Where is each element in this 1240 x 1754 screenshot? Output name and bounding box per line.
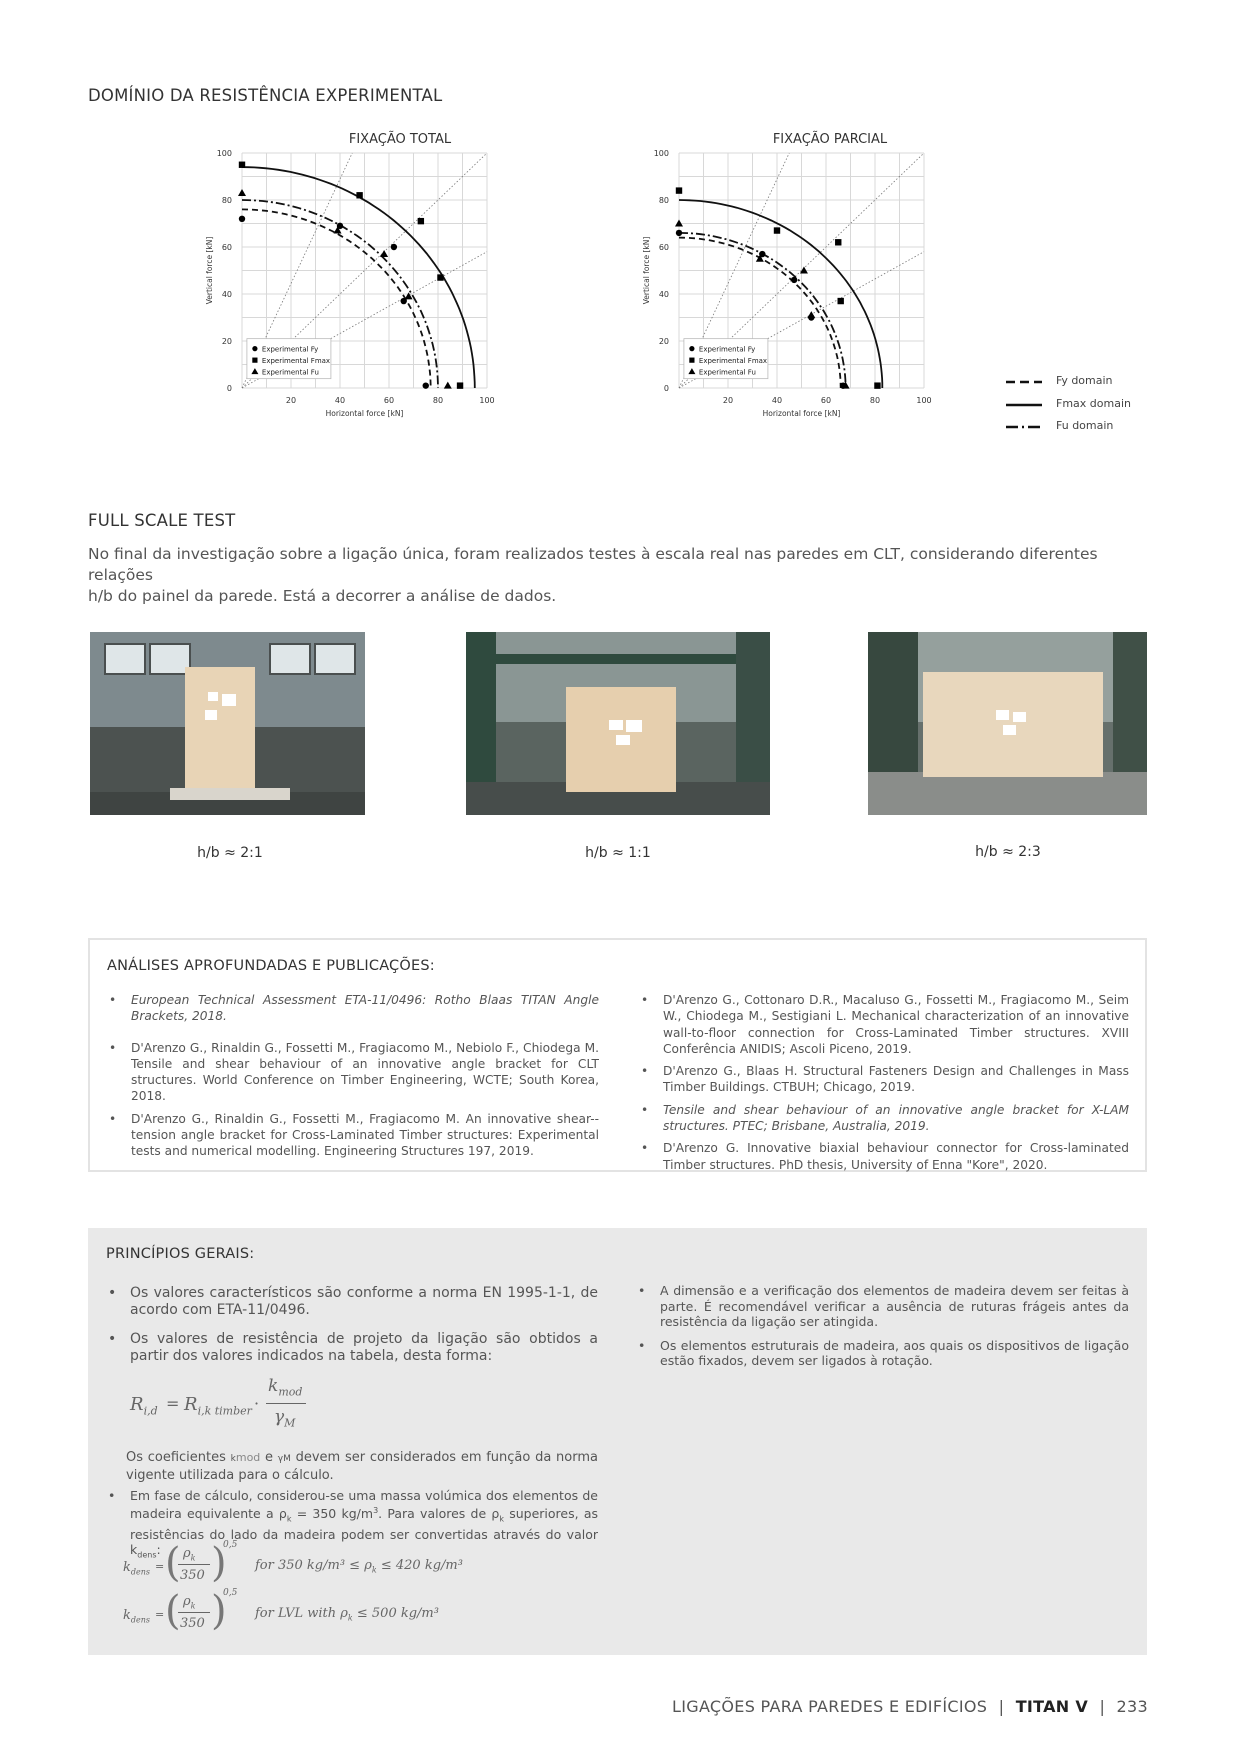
formula-den-sub: M <box>284 1416 296 1430</box>
point-fmax <box>356 192 362 198</box>
coefficients-note <box>126 1450 598 1483</box>
publications-left-list <box>107 992 599 1166</box>
item3-k2: k <box>499 1514 504 1524</box>
item3-k: k <box>286 1514 292 1524</box>
rho-1: ρ <box>183 1546 191 1561</box>
y-tick-label: 40 <box>658 290 669 299</box>
y-tick-label: 0 <box>226 384 232 393</box>
full-scale-title: FULL SCALE TEST <box>88 511 236 530</box>
paren-close-1: ) <box>211 1540 227 1586</box>
y-tick-label: 0 <box>663 384 669 393</box>
formula-dot: · <box>254 1394 260 1413</box>
point-fu <box>807 311 815 318</box>
coef-kmod: mod <box>235 1451 261 1464</box>
point-fmax <box>774 227 780 233</box>
formula-den: γ <box>274 1407 285 1427</box>
experimental-legend <box>247 339 331 379</box>
y-tick-label: 60 <box>658 243 669 252</box>
ref-item: • D'Arenzo G., Rinaldin G., Fossetti M., Fragiacomo M. An innovative shear--tension angle bracket for Cross-Laminated Timber structures: Experimental tests and numerical modelling. Engineering Structures 197, 2019. <box>107 1111 599 1160</box>
y-axis-label: Vertical force [kN] <box>642 236 651 305</box>
kdens-1-fraction <box>178 1564 210 1565</box>
experimental-legend <box>684 339 768 379</box>
photo-test-2-1 <box>90 632 365 815</box>
principle-right-1: • A dimensão e a verificação dos elementos de madeira devem ser feitas à parte. É recomendável verificar a ausência de ruturas frágeis antes da resistência da ligação ser atingida. <box>636 1283 1129 1330</box>
coef-gamma: γ <box>277 1454 284 1464</box>
design-formula <box>130 1376 430 1436</box>
y-tick-label: 80 <box>221 196 232 205</box>
point-fy <box>423 382 429 388</box>
legend-entry: Experimental Fy <box>698 345 756 354</box>
rho-1-sub: k <box>190 1553 196 1563</box>
item3-b: = 350 kg/m <box>291 1506 374 1522</box>
kdens-1-eq: = <box>155 1560 165 1573</box>
chart-title-right: FIXAÇÃO PARCIAL <box>772 132 888 147</box>
legend-marker-fy <box>689 346 694 351</box>
x-tick-label: 20 <box>722 396 734 405</box>
rho-2: ρ <box>183 1594 191 1609</box>
coef-text-b: devem ser considerados em função da norma vigente utilizada para o cálculo. <box>126 1450 598 1483</box>
cond2-b: ≤ 500 kg/m³ <box>352 1606 439 1621</box>
photo-test-1-1 <box>466 632 770 815</box>
point-fu <box>238 189 246 196</box>
footer-brand: TITAN V <box>1015 1697 1089 1716</box>
publications-box <box>88 938 1147 1172</box>
x-tick-label: 40 <box>334 396 346 405</box>
principles-left-list <box>106 1285 598 1365</box>
paren-open-1: ( <box>165 1540 181 1586</box>
item3-e: : <box>156 1541 161 1557</box>
kdens-2-sub: dens <box>130 1615 151 1625</box>
legend-marker-fmax <box>689 358 694 363</box>
principle-item-2: • Os valores de resistência de projeto da ligação são obtidos a partir dos valores indicados na tabela, desta forma: <box>106 1331 598 1365</box>
y-tick-label: 20 <box>221 337 232 346</box>
kdens-1: k <box>123 1560 131 1575</box>
formula-r-sub: i,k timber <box>197 1404 252 1418</box>
formula-num-sub: mod <box>278 1385 303 1399</box>
paragraph-line-2: h/b do painel da parede. Está a decorrer a análise de dados. <box>88 587 557 605</box>
legend-entry: Experimental Fu <box>261 368 319 377</box>
formula-eq: = <box>166 1394 180 1413</box>
x-tick-label: 60 <box>820 396 832 405</box>
point-fu <box>444 382 452 389</box>
exp-1: 0,5 <box>223 1540 238 1550</box>
point-fy <box>676 230 682 236</box>
item3-sup: 3 <box>373 1506 379 1515</box>
cond1-b: ≤ 420 kg/m³ <box>376 1558 463 1573</box>
coef-k: k <box>230 1454 236 1464</box>
item3-c: . Para valores de ρ <box>378 1506 500 1522</box>
chart-fixacao-parcial <box>637 149 1017 475</box>
point-fmax <box>835 239 841 245</box>
point-fmax <box>676 187 682 193</box>
footer-separator: | <box>1099 1697 1106 1716</box>
footer-section: LIGAÇÕES PARA PAREDES E EDIFÍCIOS <box>672 1697 988 1716</box>
legend-entry: Experimental Fu <box>698 368 756 377</box>
principles-title: PRINCÍPIOS GERAIS: <box>106 1246 255 1262</box>
x-axis-label: Horizontal force [kN] <box>325 409 404 418</box>
point-fmax <box>239 162 245 168</box>
ref-item: • Tensile and shear behaviour of an innovative angle bracket for X-LAM structures. PTEC; Brisbane, Australia, 2019. <box>639 1102 1129 1135</box>
x-tick-label: 100 <box>916 396 932 405</box>
legend-fu-domain: Fu domain <box>1056 419 1114 432</box>
fraction-line <box>266 1403 306 1404</box>
y-axis-label: Vertical force [kN] <box>205 236 214 305</box>
den-350-1: 350 <box>180 1568 205 1583</box>
y-tick-label: 100 <box>653 149 669 158</box>
x-tick-label: 100 <box>479 396 495 405</box>
x-tick-label: 60 <box>383 396 395 405</box>
chart-title-left: FIXAÇÃO TOTAL <box>348 132 452 147</box>
formula-lhs: R <box>130 1394 144 1415</box>
caption-2-3: h/b ≈ 2:3 <box>975 844 1041 860</box>
paragraph-line-1: No final da investigação sobre a ligação única, foram realizados testes à escala real nas paredes em CLT, considerando diferentes relações <box>88 545 1098 584</box>
legend-entry: Experimental Fmax <box>698 356 768 365</box>
x-tick-label: 80 <box>869 396 881 405</box>
formula-num: k <box>268 1376 279 1396</box>
legend-entry: Experimental Fy <box>261 345 319 354</box>
photo-test-2-3 <box>868 632 1147 815</box>
x-tick-label: 20 <box>285 396 297 405</box>
principle-item-1: • Os valores característicos são conforme a norma EN 1995-1-1, de acordo com ETA-11/0496. <box>106 1285 598 1319</box>
full-scale-paragraph <box>88 544 1158 607</box>
y-tick-label: 100 <box>216 149 232 158</box>
ref-item: • European Technical Assessment ETA-11/0496: Rotho Blaas TITAN Angle Brackets, 2018. <box>107 992 599 1025</box>
y-tick-label: 20 <box>658 337 669 346</box>
legend-marker-fy <box>252 346 257 351</box>
legend-fmax-domain: Fmax domain <box>1056 397 1131 410</box>
principles-right-list <box>636 1283 1129 1369</box>
page-number: 233 <box>1116 1697 1148 1716</box>
cond2: for LVL with ρ <box>255 1606 348 1621</box>
kdens-formulas <box>123 1542 593 1642</box>
kdens-2-fraction <box>178 1612 210 1613</box>
page-footer <box>672 1697 1148 1716</box>
coef-text-e: e <box>260 1450 278 1465</box>
kdens-1-sub: dens <box>130 1567 151 1577</box>
kdens-2: k <box>123 1608 131 1623</box>
point-fy <box>791 277 797 283</box>
ref-item: • D'Arenzo G., Rinaldin G., Fossetti M., Fragiacomo M., Nebiolo F., Chiodega M. Tensile and shear behaviour of an innovative angle bracket for CLT structures. World Conference on Timber Engineering, WCTE; South Korea, 2018. <box>107 1040 599 1105</box>
coef-text-a: Os coeficientes <box>126 1450 231 1465</box>
publications-right-list <box>639 992 1129 1179</box>
ref-item: • D'Arenzo G., Blaas H. Structural Fasteners Design and Challenges in Mass Timber Buildings. CTBUH; Chicago, 2019. <box>639 1063 1129 1096</box>
point-fmax <box>457 382 463 388</box>
x-axis-label: Horizontal force [kN] <box>762 409 841 418</box>
footer-separator: | <box>998 1697 1005 1716</box>
section-title: DOMÍNIO DA RESISTÊNCIA EXPERIMENTAL <box>88 86 443 105</box>
y-tick-label: 80 <box>658 196 669 205</box>
x-tick-label: 40 <box>771 396 783 405</box>
ref-item: • D'Arenzo G. Innovative biaxial behaviour connector for Cross-laminated Timber structures. PhD thesis, University of Enna "Kore", 2020. <box>639 1140 1129 1173</box>
kdens-2-eq: = <box>155 1608 165 1621</box>
legend-marker-fmax <box>252 358 257 363</box>
cond1-k: k <box>371 1565 377 1575</box>
paren-close-2: ) <box>211 1588 227 1634</box>
point-fu <box>380 250 388 257</box>
point-fmax <box>874 382 880 388</box>
legend-entry: Experimental Fmax <box>261 356 331 365</box>
publications-title: ANÁLISES APROFUNDADAS E PUBLICAÇÕES: <box>107 958 435 974</box>
ref-item: • D'Arenzo G., Cottonaro D.R., Macaluso G., Fossetti M., Fragiacomo M., Seim W., Chiodega M., Sestigiani L. Mechanical characterization of an innovative wall-to-floor connection for Cross-Laminated Timber structures. XVIII Conferência ANIDIS; Ascoli Piceno, 2019. <box>639 992 1129 1057</box>
item3-dens: dens <box>137 1550 157 1560</box>
formula-r: R <box>184 1394 198 1415</box>
rho-2-sub: k <box>190 1601 196 1611</box>
legend-fy-domain: Fy domain <box>1056 374 1113 387</box>
item3-a: Em fase de cálculo, considerou-se uma massa volúmica dos elementos de madeira equivalente a ρ <box>130 1488 598 1522</box>
x-tick-label: 80 <box>432 396 444 405</box>
cond2-k: k <box>347 1613 353 1623</box>
den-350-2: 350 <box>180 1616 205 1631</box>
point-fy <box>239 216 245 222</box>
point-fu <box>405 292 413 299</box>
point-fmax <box>437 274 443 280</box>
exp-2: 0,5 <box>223 1588 238 1598</box>
principle-right-2: • Os elementos estruturais de madeira, aos quais os dispositivos de ligação estão fixados, devem ser ligados à rotação. <box>636 1338 1129 1369</box>
caption-1-1: h/b ≈ 1:1 <box>585 845 651 861</box>
y-tick-label: 60 <box>221 243 232 252</box>
cond1: for 350 kg/m³ ≤ ρ <box>255 1558 372 1573</box>
domain-legend <box>1004 372 1154 444</box>
y-tick-label: 40 <box>221 290 232 299</box>
formula-lhs-sub: i,d <box>143 1404 158 1418</box>
point-fmax <box>418 218 424 224</box>
point-fmax <box>838 298 844 304</box>
item3-d: superiores, as resistências do lado da madeira podem ser convertidas através do valor k <box>130 1506 598 1557</box>
coef-gamma-m: M <box>283 1454 291 1464</box>
caption-2-1: h/b ≈ 2:1 <box>197 845 263 861</box>
principles-box <box>88 1228 1147 1655</box>
point-fy <box>391 244 397 250</box>
chart-fixacao-total <box>200 149 580 475</box>
paren-open-2: ( <box>165 1588 181 1634</box>
